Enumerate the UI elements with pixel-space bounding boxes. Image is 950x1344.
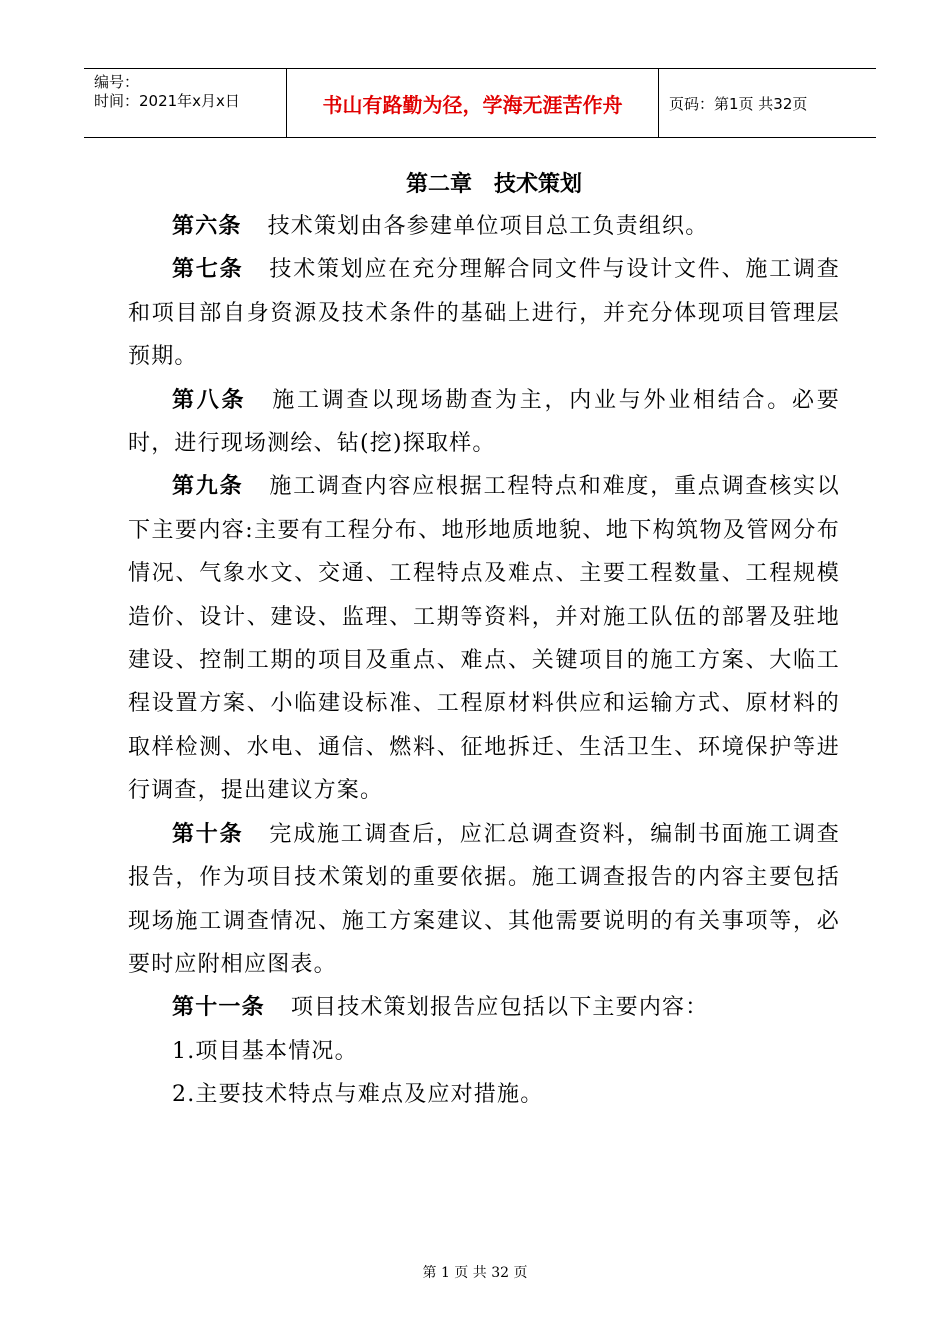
article-number: 第十一条 [172,995,265,1021]
chapter-title: 第二章 技术策划 [405,172,582,197]
article-number: 第六条 [172,214,242,239]
header-page-number: 页码：第1页 共32页 [669,94,808,113]
article-text: 技术策划应在充分理解合同文件与设计文件、施工调查和项目部自身资源及技术条件的基础上进行，并充分体现项目管理层预期。 [128,257,840,370]
article-paragraph [128,248,840,378]
page-header [84,68,876,138]
document-body [128,165,840,1117]
document-number-label: 编号： [94,73,140,91]
article-text: 施工调查以现场勘查为主，内业与外业相结合。必要时，进行现场测绘、钻(挖)探取样。 [128,387,840,457]
list-item [128,1073,840,1116]
article-paragraph [128,813,840,987]
article-text: 技术策划由各参建单位项目总工负责组织。 [267,214,709,239]
article-number: 第七条 [172,257,244,283]
article-paragraph [128,205,840,248]
article-paragraph [128,465,840,812]
header-motto: 书山有路勤为径，学海无涯苦作舟 [286,69,659,137]
article-paragraph [128,986,840,1029]
article-text: 完成施工调查后，应汇总调查资料，编制书面施工调查报告，作为项目技术策划的重要依据。施工调查报告的内容主要包括现场施工调查情况、施工方案建议、其他需要说明的有关事项等，必要时应附相应图表。 [128,821,840,977]
article-number: 第九条 [172,474,244,500]
article-paragraph [128,379,840,466]
page-footer: 第 1 页 共 32 页 [422,1265,528,1281]
article-text: 施工调查内容应根据工程特点和难度，重点调查核实以下主要内容:主要有工程分布、地形地质地貌、地下构筑物及管网分布情况、气象水文、交通、工程特点及难点、主要工程数量、工程规模造价、设计、建设、监理、工期等资料，并对施工队伍的部署及驻地建设、控制工期的项目及重点、难点、关键项目的施工方案、大临工程设置方案、小临建设标准、工程原材料供应和运输方式、原材料的取样检测、水电、通信、燃料、征地拆迁、生活卫生、环境保护等进行调查，提出建议方案。 [128,474,840,804]
article-number: 第八条 [172,387,247,413]
article-number: 第十条 [172,821,244,847]
document-time-label: 时间：2021年x月x日 [94,92,240,110]
article-text: 项目技术策划报告应包括以下主要内容： [290,995,709,1021]
list-item-text: 1.项目基本情况。 [172,1038,358,1064]
list-item-text: 2.主要技术特点与难点及应对措施。 [172,1082,544,1108]
header-meta [84,69,286,137]
list-item [128,1030,840,1073]
